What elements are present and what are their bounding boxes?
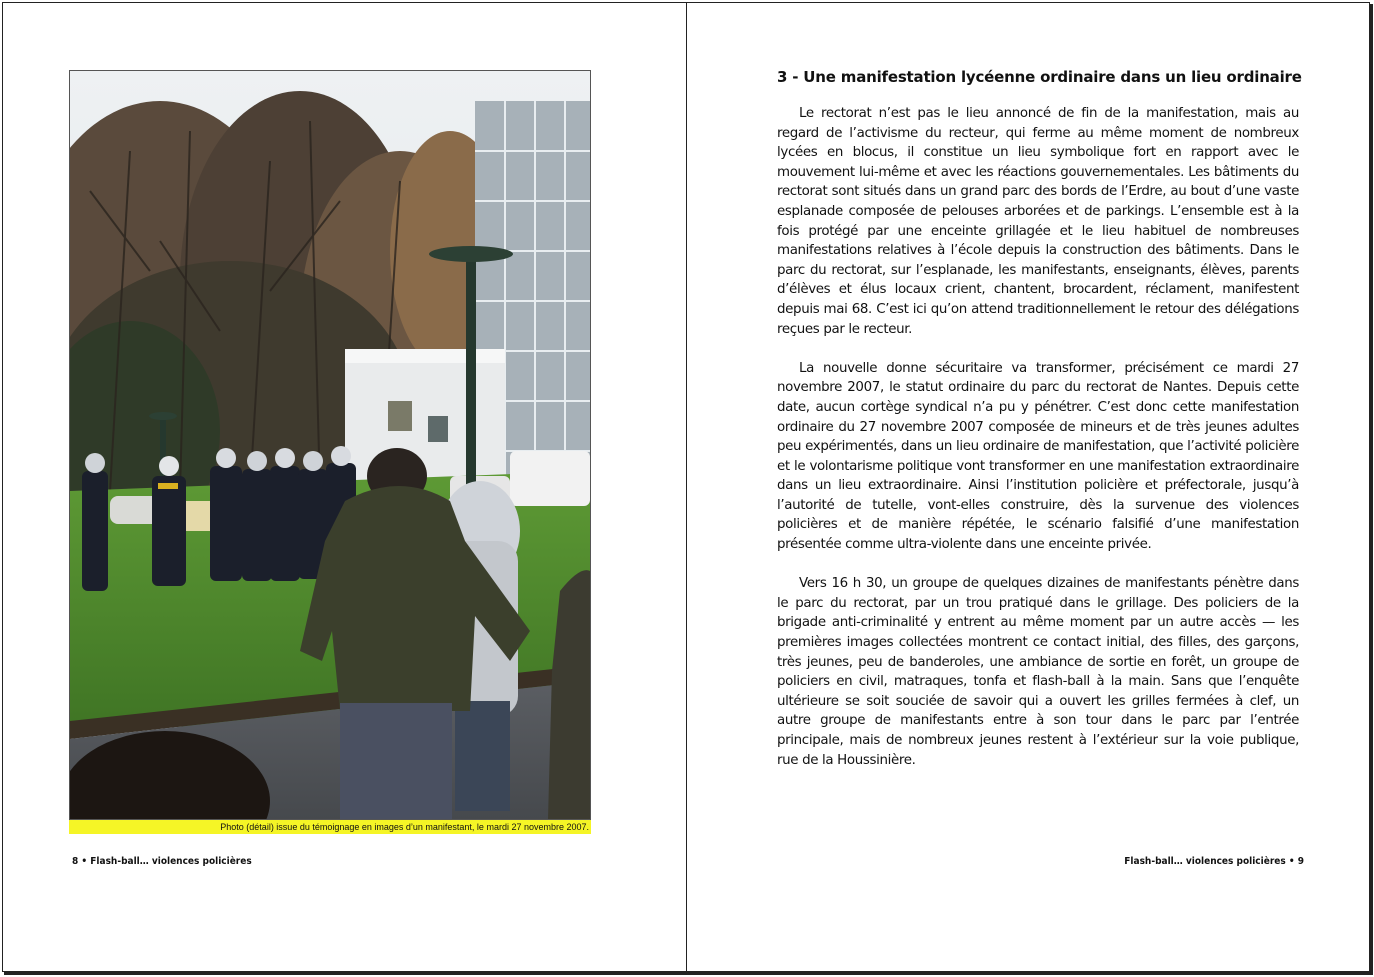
page-shadow-right (1370, 4, 1373, 974)
folio-left: 8 • Flash-ball… violences policières (72, 856, 252, 867)
right-page-content (777, 68, 1302, 790)
photo (69, 70, 591, 820)
photo-caption: Photo (détail) issue du témoignage en images d’un manifestant, le mardi 27 novembre 2007. (69, 820, 591, 834)
page-shadow-bottom (4, 972, 1373, 975)
folio-right: Flash-ball… violences policières • 9 (1124, 856, 1304, 867)
photo-illustration (70, 71, 590, 819)
paragraph-3: Vers 16 h 30, un groupe de quelques dizaines de manifestants pénètre dans le parc du rectorat, par un trou pratiqué dans le grillage. Des policiers de la brigade anti-criminalité y entrent au même moment par un autre accès — les premières images collectées montrent ce contact initial, des filles, des garçons, très jeunes, peu de banderoles, une ambiance de sortie en forêt, un groupe de policiers en civil, matraques, tonfa et flash-ball à la main. Sans que l’enquête ultérieure se soit souciée de savoir qui a ouvert les grilles fermées à clef, un autre groupe de manifestants entre à son tour dans le parc par l’entrée principale, mais de nombreux jeunes restent à l’extérieur sur la voie publique, rue de la Houssinière. (777, 576, 1299, 768)
section-heading: 3 - Une manifestation lycéenne ordinaire dans un lieu ordinaire (777, 68, 1302, 86)
paragraph-2: La nouvelle donne sécuritaire va transformer, précisément ce mardi 27 novembre 2007, le statut ordinaire du parc du rectorat de Nantes. Depuis cette date, aucun cortège syndical n’a pu y pénétrer. C’est donc cette manifestation ordinaire du 27 novembre 2007 composée de mineurs et de très jeunes adultes peu expérimentés, dans un lieu ordinaire de manifestation, que l’activité policière et le volontarisme politique vont transformer en une manifestation extraordinaire dans un lieu extraordinaire. Ainsi l’institution policière et préfectorale, jusqu’à l’autorité de tutelle, vont-elles construire, dès la survenue des violences policières et de manière répétée, le scénario falsifié d’une manifestation présentée comme ultra-violente dans une enceinte privée. (777, 360, 1299, 553)
paragraph-1: Le rectorat n’est pas le lieu annoncé de fin de la manifestation, mais au regard de l’activisme du recteur, qui ferme au même moment de nombreux lycées en blocus, il constitue un lieu symbolique fort en rapport avec le mouvement lui-même et avec les réactions gouvernementales. Les bâtiments du rectorat sont situés dans un grand parc des bords de l’Erdre, au bout d’une vaste esplanade composée de pelouses arborées et de parkings. L’ensemble est à la fois protégé par une enceinte grillagée et le lieu habituel de nombreuses manifestations relatives à l’école depuis la construction des bâtiments. Dans le parc du rectorat, sur l’esplanade, les manifestants, enseignants, élèves, parents d’élèves et élus locaux crient, chantent, brocardent, réclament, manifestent depuis mai 68. C’est ici qu’on attend traditionnellement le retour des délégations reçues par le recteur. (777, 106, 1299, 337)
